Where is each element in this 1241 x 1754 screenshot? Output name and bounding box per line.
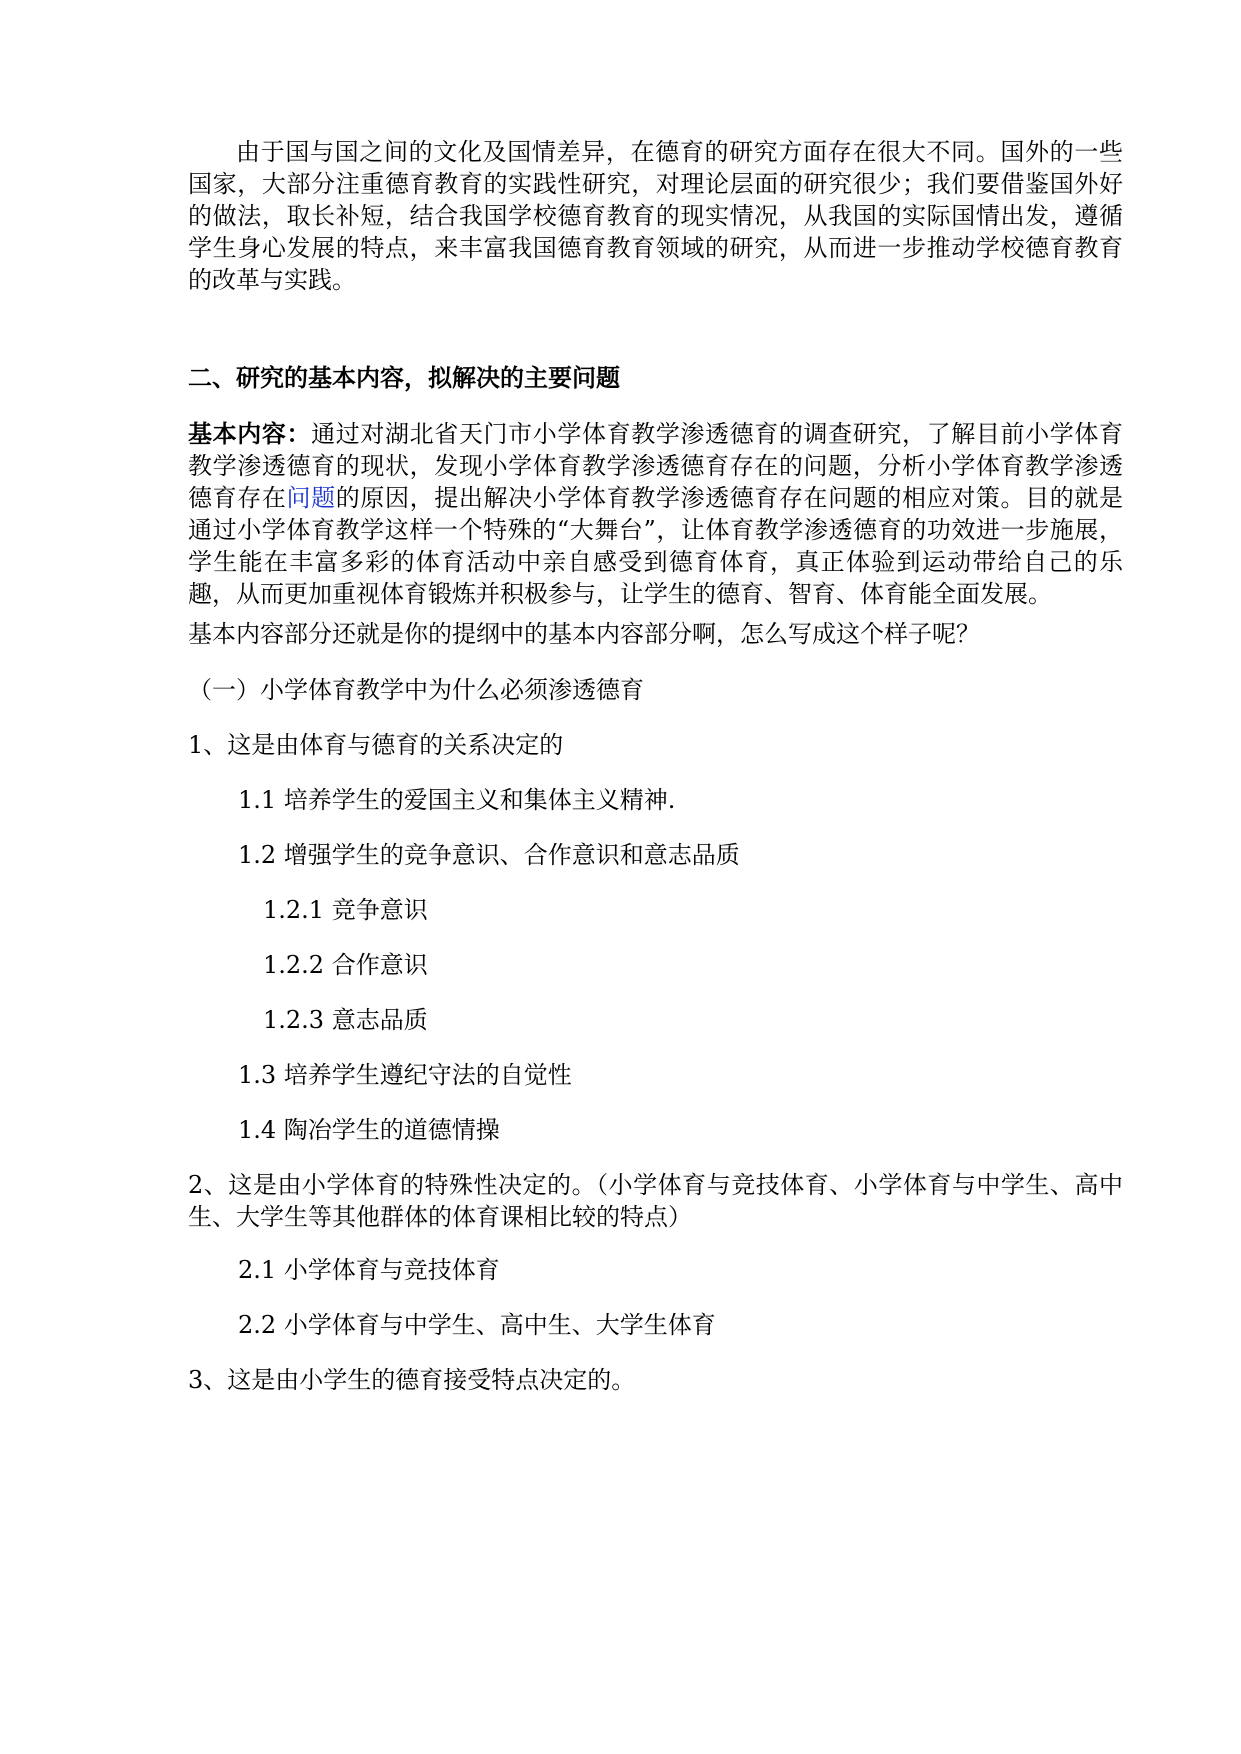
outline-item-1-2-1: 1.2.1 竞争意识 — [263, 896, 428, 924]
outline-item-1-4: 1.4 陶冶学生的道德情操 — [238, 1116, 500, 1144]
outline-item-3: 3、这是由小学生的德育接受特点决定的。 — [188, 1366, 636, 1394]
intro-paragraph: 由于国与国之间的文化及国情差异，在德育的研究方面存在很大不同。国外的一些国家，大部分注重德育教育的实践性研究，对理论层面的研究很少；我们要借鉴国外好的做法，取长补短，结合我国学校德育教育的现实情况，从我国的实际国情出发，遵循学生身心发展的特点，来丰富我国德育教育领域的研究，从而进一步推动学校德育教育的改革与实践。 — [188, 138, 1123, 294]
outline-item-1-2-2: 1.2.2 合作意识 — [263, 951, 428, 979]
outline-title: （一）小学体育教学中为什么必须渗透德育 — [188, 676, 644, 704]
outline-item-2-1: 2.1 小学体育与竞技体育 — [238, 1256, 500, 1284]
basic-content-lead: 基本内容： — [188, 419, 312, 448]
section-heading: 二、研究的基本内容，拟解决的主要问题 — [188, 363, 620, 392]
outline-item-1-1: 1.1 培养学生的爱国主义和集体主义精神. — [238, 786, 676, 814]
basic-content-paragraph — [188, 418, 1123, 610]
outline-item-1-2: 1.2 增强学生的竞争意识、合作意识和意志品质 — [238, 841, 740, 869]
comment-line: 基本内容部分还就是你的提纲中的基本内容部分啊，怎么写成这个样子呢？ — [188, 620, 980, 648]
outline-item-1: 1、这是由体育与德育的关系决定的 — [188, 731, 564, 759]
basic-content-text-part2: 的原因，提出解决小学体育教学渗透德育存在问题的相应对策。目的就是通过小学体育教学这样一个特殊的“大舞台”，让体育教学渗透德育的功效进一步施展，学生能在丰富多彩的体育活动中亲自感受到德育体育，真正体验到运动带给自己的乐趣，从而更加重视体育锻炼并积极参与，让学生的德育、智育、体育能全面发展。 — [188, 484, 1124, 608]
problem-link[interactable]: 问题 — [286, 484, 336, 512]
outline-item-1-2-3: 1.2.3 意志品质 — [263, 1006, 428, 1034]
outline-item-2-2: 2.2 小学体育与中学生、高中生、大学生体育 — [238, 1311, 716, 1339]
outline-item-2: 2、这是由小学体育的特殊性决定的。（小学体育与竞技体育、小学体育与中学生、高中生、大学生等其他群体的体育课相比较的特点） — [188, 1171, 1123, 1231]
basic-content-text-part1: 通过对湖北省天门市小学体育教学渗透德育的调查研究，了解目前小学体育教学渗透德育的现状，发现小学体育教学渗透德育存在的问题，分析小学体育教学渗透德育存在 — [188, 420, 1123, 512]
outline-item-1-3: 1.3 培养学生遵纪守法的自觉性 — [238, 1061, 572, 1089]
